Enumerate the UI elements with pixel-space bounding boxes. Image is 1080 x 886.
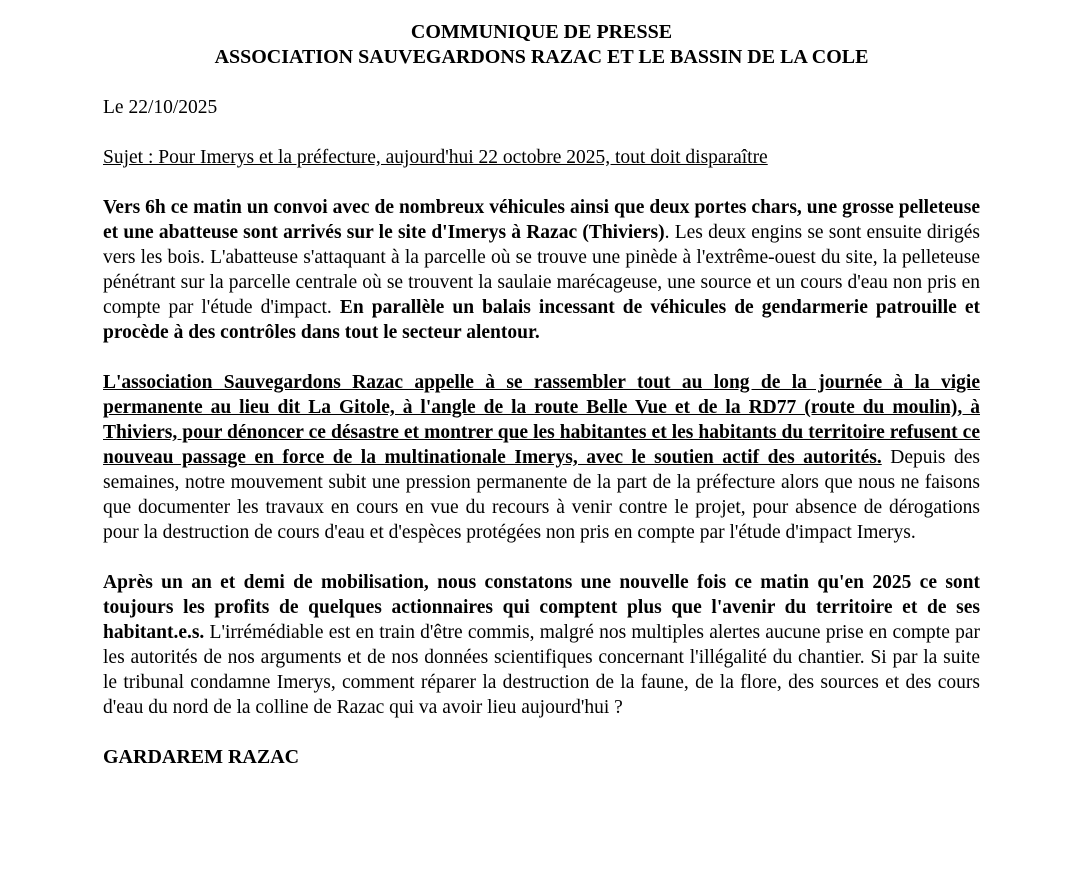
paragraph-convoy-arrival bbox=[103, 195, 980, 345]
document-header bbox=[103, 20, 980, 70]
paragraph-mobilisation-statement bbox=[103, 570, 980, 720]
text-segment: Après un an et demi de mobilisation, nous constatons une nouvelle fois ce matin qu'en 2025 ce sont toujours les profits de quelques actionnaires qui comptent plus que l'avenir du territoire et de ses habitant.e.s. bbox=[103, 572, 980, 643]
document-content bbox=[103, 20, 980, 770]
document-body bbox=[103, 195, 980, 720]
text-segment: L'irrémédiable est en train d'être commis, malgré nos multiples alertes aucune prise en compte par les autorités de nos arguments et de nos données scientifiques concernant l'illégalité du chantier. Si par la suite le tribunal condamne Imerys, comment réparer la destruction de la faune, de la flore, des sources et des cours d'eau du nord de la colline de Razac qui va avoir lieu aujourd'hui ? bbox=[103, 622, 980, 718]
text-segment: L'association Sauvegardons Razac appelle à se rassembler tout au long de la journée à la vigie permanente au lieu dit La Gitole, à l'angle de la route Belle Vue et de la RD77 (route du moulin), à Thiviers, pour dénoncer ce désastre et montrer que les habitantes et les habitants du territoire refusent ce nouveau passage en force de la multinationale Imerys, avec le soutien actif des autorités. bbox=[103, 372, 980, 468]
text-segment: En parallèle un balais incessant de véhicules de gendarmerie patrouille et procède à des contrôles dans tout le secteur alentour. bbox=[103, 297, 981, 343]
text-segment: Vers 6h ce matin un convoi avec de nombreux véhicules ainsi que deux portes chars, une grosse pelleteuse et une abatteuse sont arrivés sur le site d'Imerys à Razac (Thiviers) bbox=[103, 197, 980, 243]
document-title-line1: COMMUNIQUE DE PRESSE bbox=[410, 21, 673, 43]
document-title-line2: ASSOCIATION SAUVEGARDONS RAZAC ET LE BASSIN DE LA COLE bbox=[214, 46, 869, 68]
text-segment: . Les deux engins se sont ensuite dirigés vers les bois. L'abatteuse s'attaquant à la parcelle où se trouve une pinède à l'extrême-ouest du site, la pelleteuse pénétrant sur la parcelle centrale où se trouvent la saulaie marécageuse, une source et un cours d'eau non pris en compte par l'étude d'impact. bbox=[103, 222, 980, 318]
document-signature: GARDAREM RAZAC bbox=[103, 746, 300, 768]
document-subject: Sujet : Pour Imerys et la préfecture, aujourd'hui 22 octobre 2025, tout doit disparaître bbox=[103, 147, 768, 168]
paragraph-rally-call bbox=[103, 370, 980, 545]
document-date: Le 22/10/2025 bbox=[103, 97, 218, 118]
text-segment: Depuis des semaines, notre mouvement subit une pression permanente de la part de la préfecture alors que nous ne faisons que documenter les travaux en cours en vue du recours à venir contre le projet, pour absence de dérogations pour la destruction de cours d'eau et d'espèces protégées non pris en compte par l'étude d'impact Imerys. bbox=[103, 447, 980, 543]
